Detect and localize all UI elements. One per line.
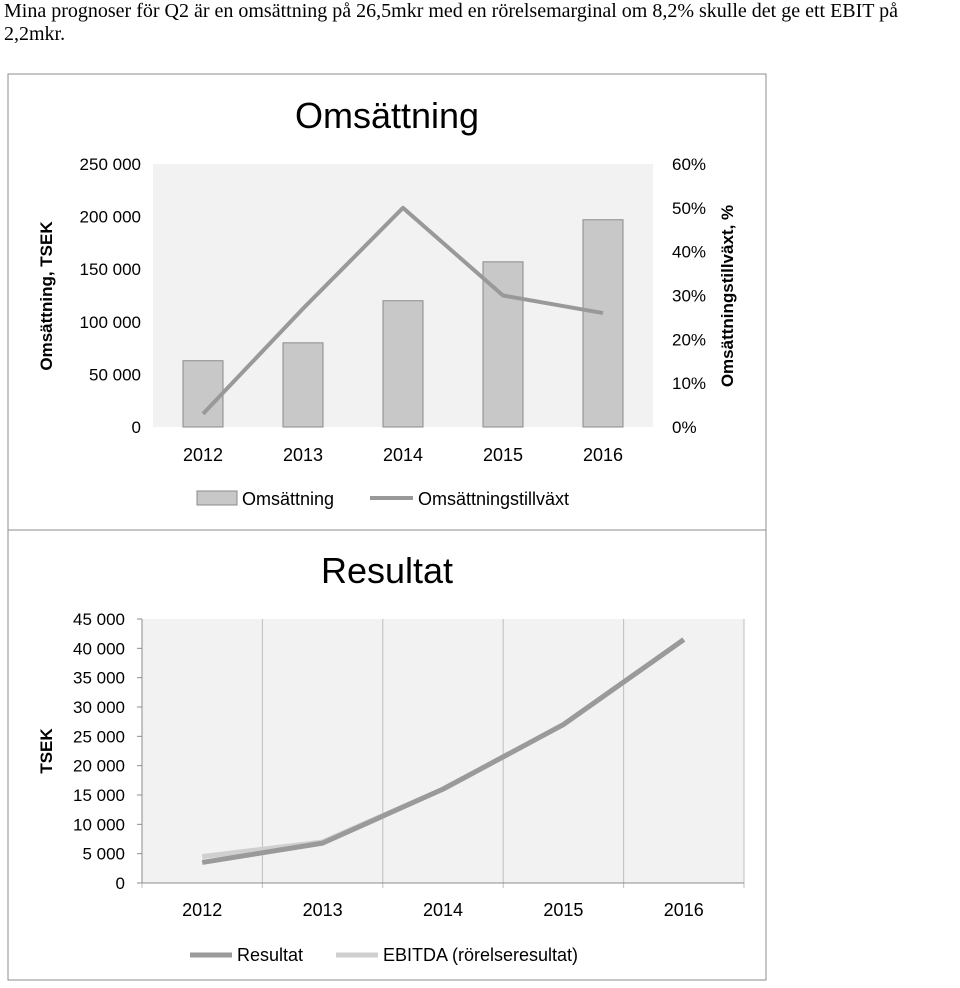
omsattning-chart	[8, 74, 766, 530]
omsattning-y-tick-label: 150 000	[79, 260, 141, 280]
resultat-x-tick-label: 2016	[663, 900, 704, 920]
legend-ebitda-label: EBITDA (rörelseresultat)	[383, 945, 579, 965]
omsattning-chart-title: Omsättning	[294, 95, 480, 136]
omsattning-x-tick-label: 2012	[182, 445, 224, 465]
omsattning-x-tick-label: 2016	[582, 445, 624, 465]
resultat-y-tick-label: 40 000	[73, 639, 125, 659]
omsattning-bar-2012	[183, 361, 223, 427]
omsattning-bar-2016	[583, 220, 623, 427]
resultat-x-tick-label: 2012	[182, 900, 223, 920]
resultat-y-tick-label: 10 000	[73, 815, 125, 835]
omsattning-bar-2014	[383, 301, 423, 427]
omsattning-x-tick-label: 2013	[282, 445, 324, 465]
omsattning-bar-2015	[483, 262, 523, 427]
omsattningstillvaxt-y-tick-label: 20%	[672, 330, 707, 350]
omsattning-y-tick-label: 50 000	[89, 365, 141, 385]
omsattning-y-tick-label: 250 000	[79, 155, 141, 174]
legend-resultat-label: Resultat	[237, 945, 304, 965]
resultat-x-tick-label: 2013	[302, 900, 343, 920]
omsattning-y-tick-label: 200 000	[79, 207, 141, 227]
resultat-chart-title: Resultat	[320, 550, 454, 591]
omsattning-x-tick-label: 2015	[482, 445, 524, 465]
omsattningstillvaxt-y-tick-label: 50%	[672, 198, 707, 218]
resultat-chart	[8, 530, 766, 980]
omsattningstillvaxt-y-axis-label: Omsättningstillväxt, %	[718, 204, 737, 388]
resultat-y-tick-label: 35 000	[73, 668, 125, 688]
resultat-y-tick-label: 30 000	[73, 698, 125, 717]
legend-omsattning-swatch	[197, 491, 237, 505]
omsattning-x-tick-label: 2014	[382, 445, 424, 465]
resultat-x-tick-label: 2014	[422, 900, 464, 920]
resultat-y-tick-label: 20 000	[73, 756, 125, 776]
resultat-x-tick-label: 2015	[543, 900, 584, 920]
omsattning-y-tick-label: 100 000	[79, 312, 141, 332]
omsattning-bar-2013	[283, 343, 323, 427]
resultat-y-tick-label: 0	[115, 874, 125, 893]
intro-text: Mina prognoser för Q2 är en omsättning på 26,5mkr med en rörelsemarginal om 8,2% skulle det ge ett EBIT på 2,2mkr.	[4, 0, 899, 45]
omsattning-y-tick-label: 0	[131, 418, 141, 437]
legend-omsattningstillvaxt-label: Omsättningstillväxt	[418, 489, 570, 509]
omsattningstillvaxt-y-tick-label: 60%	[672, 155, 707, 174]
resultat-y-tick-label: 25 000	[73, 727, 125, 747]
resultat-y-tick-label: 15 000	[73, 786, 125, 805]
resultat-y-axis-label: TSEK	[37, 728, 56, 774]
omsattningstillvaxt-y-tick-label: 0%	[672, 418, 697, 437]
omsattningstillvaxt-y-tick-label: 30%	[672, 286, 707, 306]
omsattning-y-axis-label: Omsättning, TSEK	[37, 221, 56, 371]
omsattningstillvaxt-y-tick-label: 40%	[672, 242, 707, 262]
resultat-y-tick-label: 5 000	[82, 844, 125, 864]
resultat-y-tick-label: 45 000	[73, 610, 125, 629]
omsattningstillvaxt-y-tick-label: 10%	[672, 374, 707, 394]
legend-omsattning-label: Omsättning	[242, 489, 335, 509]
